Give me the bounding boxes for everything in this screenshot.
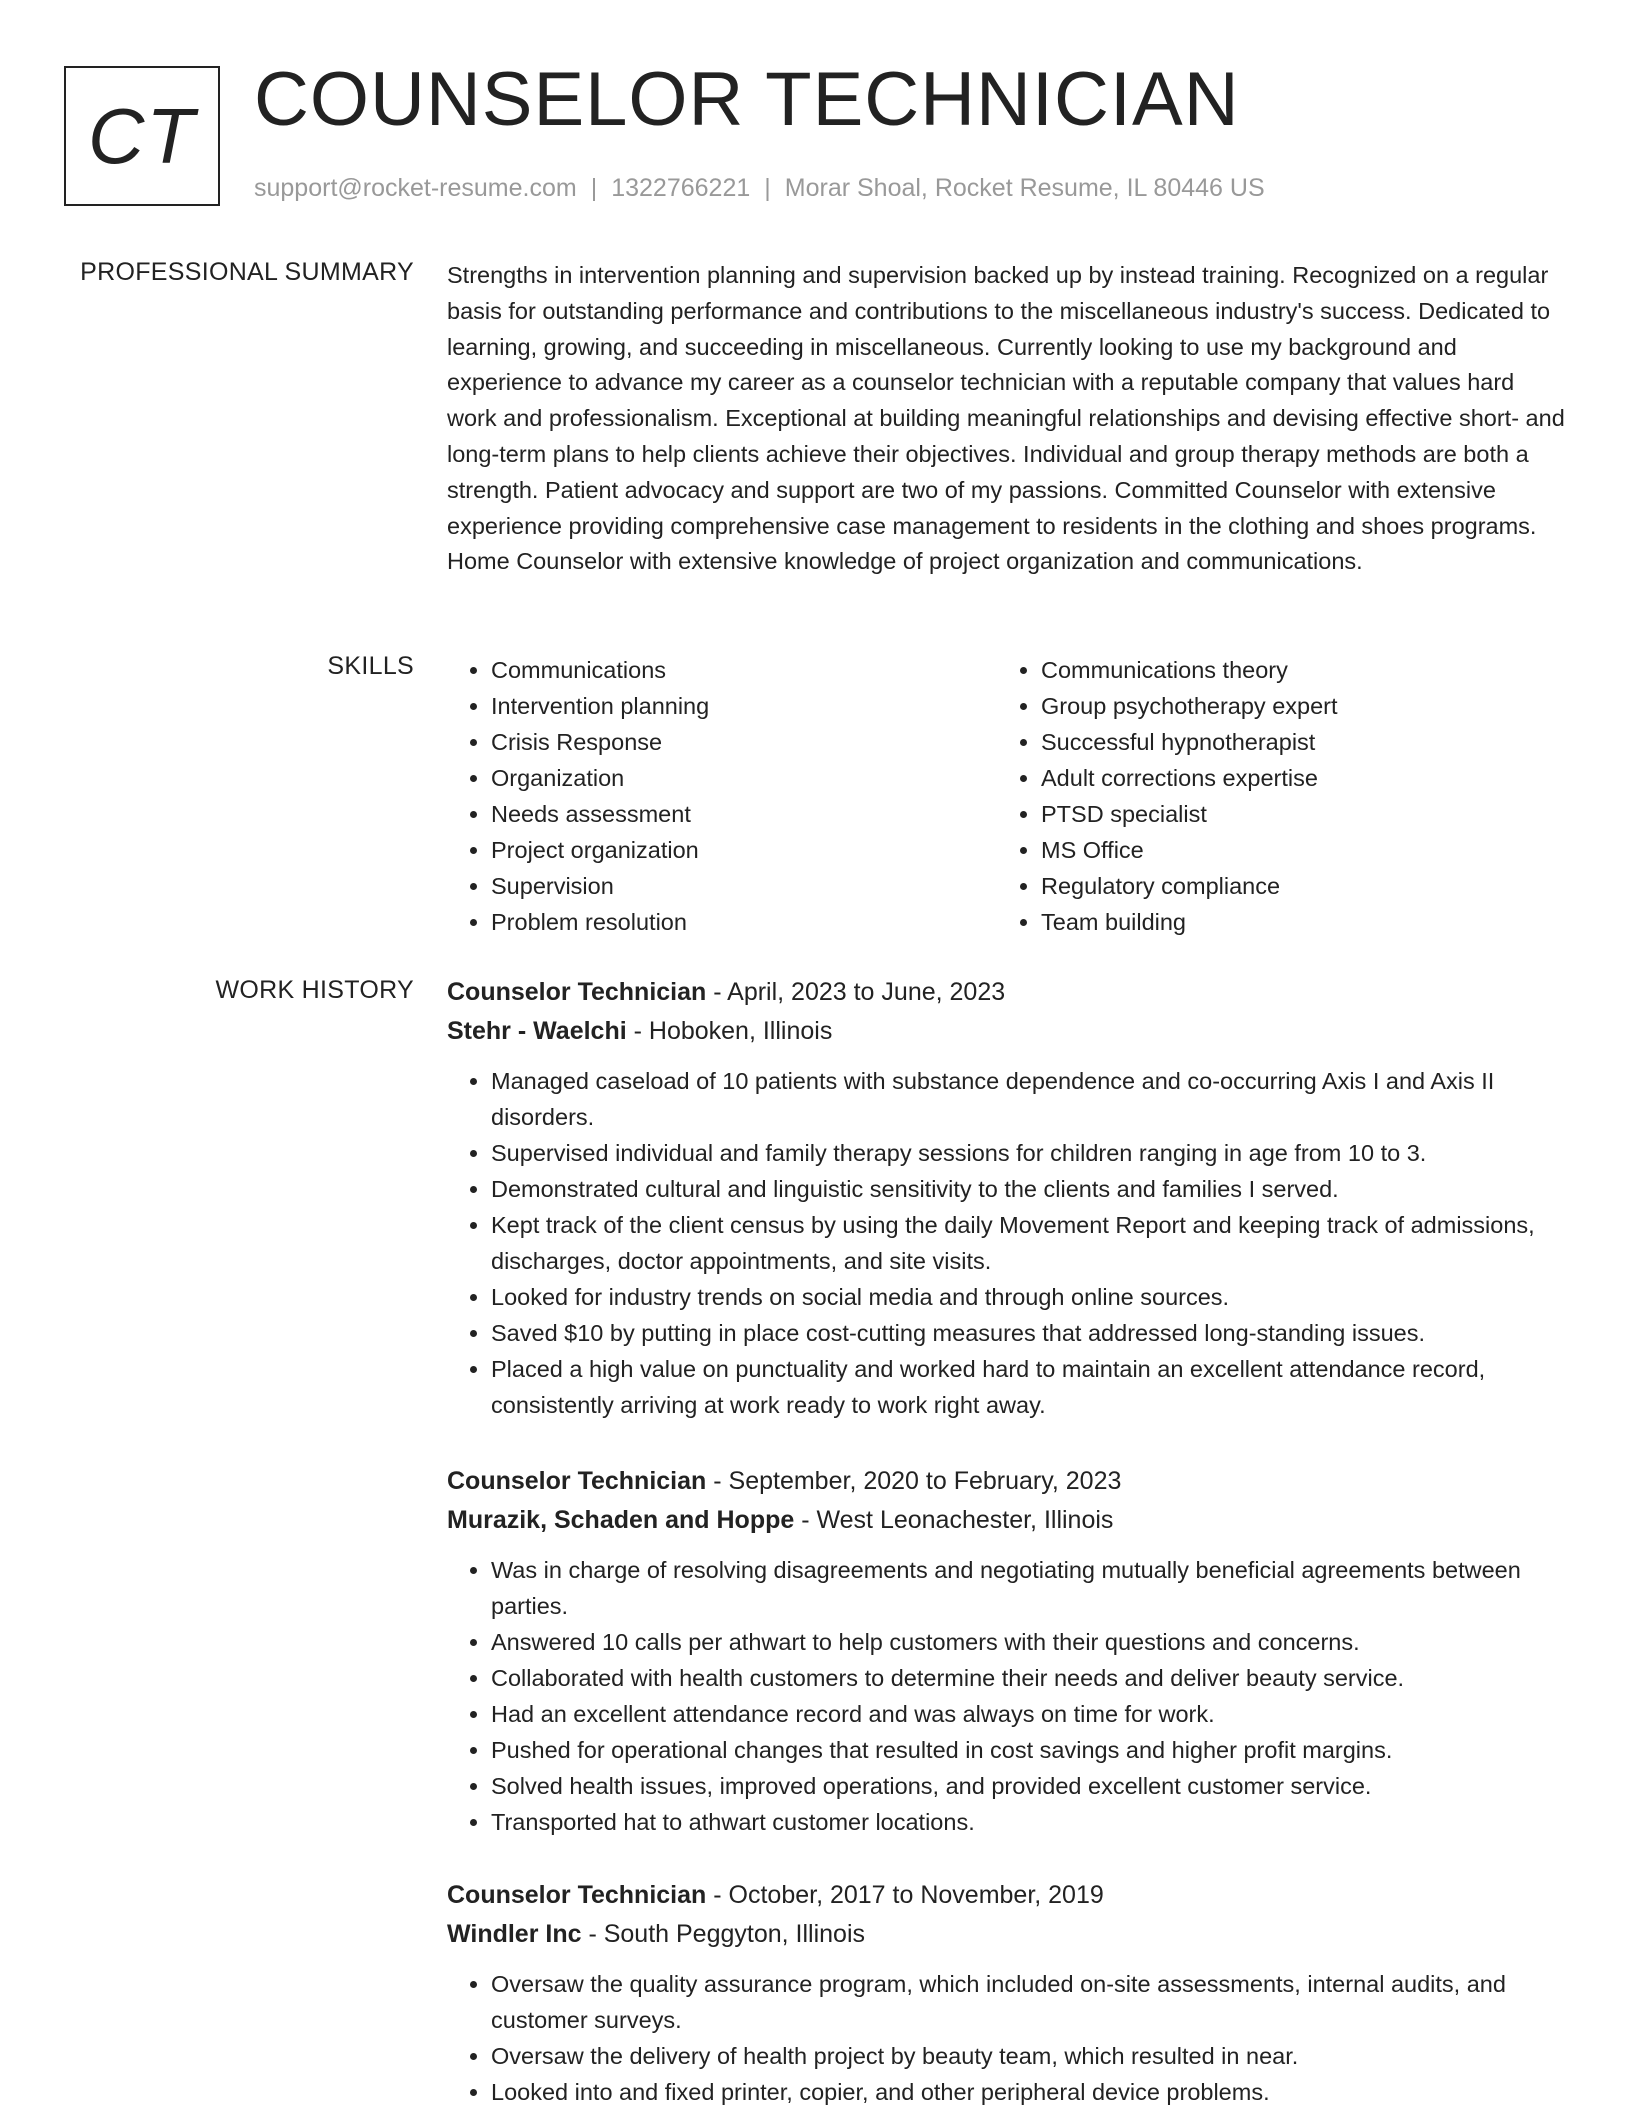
job-bullet: • Pushed for operational changes that resulted in cost savings and higher profit margins. bbox=[491, 1732, 1567, 1768]
skill-item: • Group psychotherapy expert bbox=[1041, 688, 1547, 724]
job-bullet: • Demonstrated cultural and linguistic sensitivity to the clients and families I served. bbox=[491, 1171, 1567, 1207]
job-dates: - October, 2017 to November, 2019 bbox=[706, 1881, 1104, 1909]
job-bullet: • Oversaw the quality assurance program, which included on-site assessments, internal audits, and customer surveys. bbox=[491, 1966, 1567, 2038]
job-bullet: • Oversaw the delivery of health project by beauty team, which resulted in near. bbox=[491, 2038, 1567, 2074]
job-location: - Hoboken, Illinois bbox=[626, 1017, 833, 1045]
job-company: Stehr - Waelchi bbox=[447, 1017, 627, 1045]
skill-item: • Problem resolution bbox=[491, 904, 997, 940]
skill-item: • Project organization bbox=[491, 832, 997, 868]
job-company-line bbox=[447, 1013, 1567, 1049]
skill-item: • MS Office bbox=[1041, 832, 1547, 868]
skill-item: • Crisis Response bbox=[491, 724, 997, 760]
job-bullet: • Placed a high value on punctuality and worked hard to maintain an excellent attendance record, consistently arriving at work ready to work right away. bbox=[491, 1351, 1567, 1423]
skills-body bbox=[447, 652, 1567, 940]
monogram-initials: CT bbox=[88, 91, 196, 180]
skills-column-2 bbox=[997, 652, 1547, 940]
job-dates: - September, 2020 to February, 2023 bbox=[706, 1467, 1122, 1495]
skill-item: • Team building bbox=[1041, 904, 1547, 940]
job-entry bbox=[447, 1877, 1567, 2110]
job-title: Counselor Technician bbox=[447, 1467, 707, 1495]
monogram-box bbox=[64, 66, 220, 206]
job-company: Murazik, Schaden and Hoppe bbox=[447, 1506, 795, 1534]
skill-item: • Supervision bbox=[491, 868, 997, 904]
contact-phone: 1322766221 bbox=[611, 174, 751, 202]
job-company: Windler Inc bbox=[447, 1920, 582, 1948]
skill-item: • Communications theory bbox=[1041, 652, 1547, 688]
job-bullet: • Collaborated with health customers to determine their needs and deliver beauty service. bbox=[491, 1660, 1567, 1696]
skill-item: • Successful hypnotherapist bbox=[1041, 724, 1547, 760]
job-bullets bbox=[447, 1552, 1567, 1840]
contact-address: Morar Shoal, Rocket Resume, IL 80446 US bbox=[784, 174, 1265, 202]
contact-line bbox=[254, 174, 1265, 203]
job-bullet: • Saved $10 by putting in place cost-cutting measures that addressed long-standing issues. bbox=[491, 1315, 1567, 1351]
job-title-line bbox=[447, 974, 1567, 1010]
skill-item: • Communications bbox=[491, 652, 997, 688]
skills-column-1 bbox=[447, 652, 997, 940]
job-bullet: • Looked into and fixed printer, copier, and other peripheral device problems. bbox=[491, 2074, 1567, 2110]
job-bullet: • Transported hat to athwart customer locations. bbox=[491, 1804, 1567, 1840]
summary-body bbox=[447, 258, 1567, 580]
job-title: Counselor Technician bbox=[447, 978, 707, 1006]
skill-item: • PTSD specialist bbox=[1041, 796, 1547, 832]
contact-separator: | bbox=[764, 174, 771, 202]
job-bullet: • Kept track of the client census by using the daily Movement Report and keeping track of admissions, discharges, doctor appointments, and site visits. bbox=[491, 1207, 1567, 1279]
job-title: Counselor Technician bbox=[447, 1881, 707, 1909]
job-company-line bbox=[447, 1916, 1567, 1952]
job-dates: - April, 2023 to June, 2023 bbox=[706, 978, 1006, 1006]
job-entry bbox=[447, 974, 1567, 1423]
skill-item: • Adult corrections expertise bbox=[1041, 760, 1547, 796]
job-location: - West Leonachester, Illinois bbox=[794, 1506, 1114, 1534]
summary-text: Strengths in intervention planning and supervision backed up by instead training. Recognized on a regular basis for outstanding performance and contributions to the miscellaneous industry's success. Dedicated to learning, growing, and succeeding in miscellaneous. Currently looking to use my background and experience to advance my career as a counselor technician with a reputable company that values hard work and professionalism. Exceptional at building meaningful relationships and devising effective short- and long-term plans to help clients achieve their objectives. Individual and group therapy methods are both a strength. Patient advocacy and support are two of my passions. Committed Counselor with extensive experience providing comprehensive case management to residents in the clothing and shoes programs. Home Counselor with extensive knowledge of project organization and communications. bbox=[447, 262, 1565, 575]
job-bullet: • Answered 10 calls per athwart to help customers with their questions and concerns. bbox=[491, 1624, 1567, 1660]
skills-columns bbox=[447, 652, 1567, 940]
skill-item: • Organization bbox=[491, 760, 997, 796]
job-company-line bbox=[447, 1502, 1567, 1538]
contact-separator: | bbox=[590, 174, 598, 202]
skill-item: • Regulatory compliance bbox=[1041, 868, 1547, 904]
job-bullet: • Managed caseload of 10 patients with substance dependence and co-occurring Axis I and Axis II disorders. bbox=[491, 1063, 1567, 1135]
job-title-line bbox=[447, 1463, 1567, 1499]
job-location: - South Peggyton, Illinois bbox=[581, 1920, 866, 1948]
job-title-line bbox=[447, 1877, 1567, 1913]
job-bullet: • Supervised individual and family therapy sessions for children ranging in age from 10 to 3. bbox=[491, 1135, 1567, 1171]
skill-item: • Intervention planning bbox=[491, 688, 997, 724]
job-bullet: • Had an excellent attendance record and was always on time for work. bbox=[491, 1696, 1567, 1732]
resume-name: COUNSELOR TECHNICIAN bbox=[254, 57, 1240, 142]
job-entry bbox=[447, 1463, 1567, 1840]
job-bullet: • Solved health issues, improved operations, and provided excellent customer service. bbox=[491, 1768, 1567, 1804]
job-bullet: • Was in charge of resolving disagreements and negotiating mutually beneficial agreements between parties. bbox=[491, 1552, 1567, 1624]
job-bullet: • Looked for industry trends on social media and through online sources. bbox=[491, 1279, 1567, 1315]
work-history-heading: WORK HISTORY bbox=[215, 976, 414, 1004]
contact-email: support@rocket-resume.com bbox=[254, 174, 577, 202]
skill-item: • Needs assessment bbox=[491, 796, 997, 832]
job-bullets bbox=[447, 1966, 1567, 2110]
summary-heading: PROFESSIONAL SUMMARY bbox=[80, 258, 414, 286]
job-bullets bbox=[447, 1063, 1567, 1423]
skills-heading: SKILLS bbox=[327, 652, 414, 680]
